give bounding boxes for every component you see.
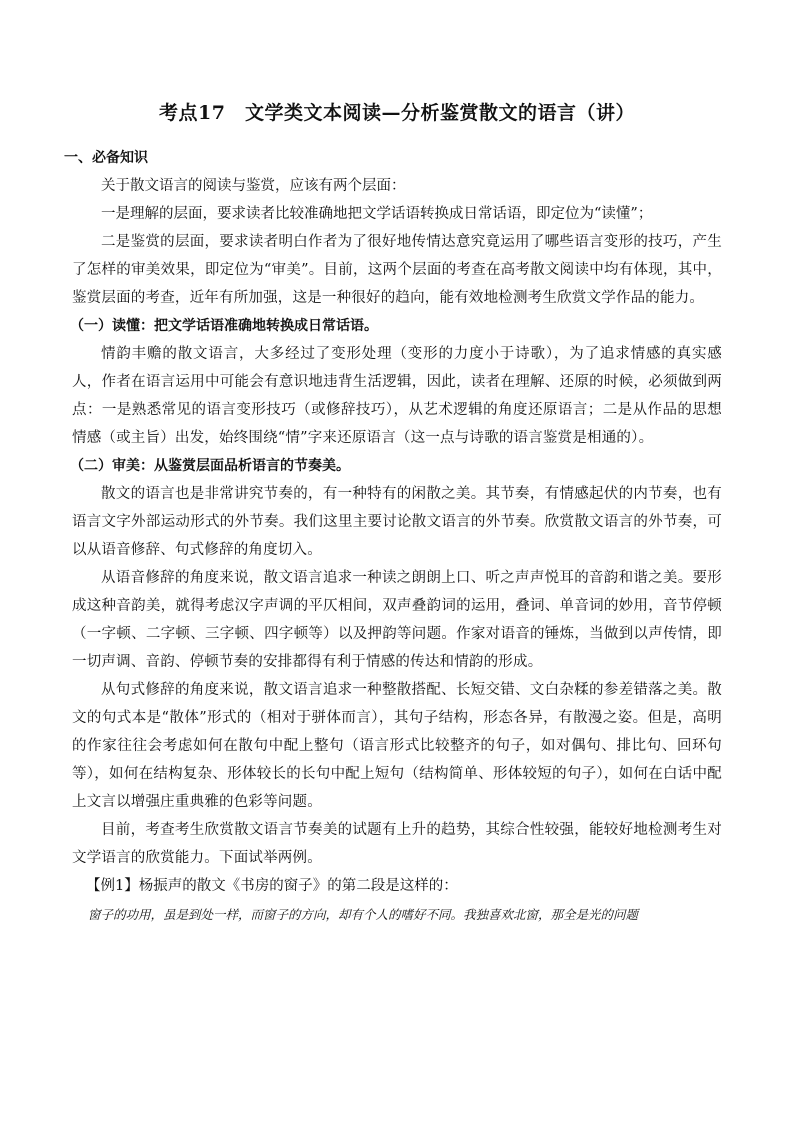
example-intro: 【例1】杨振声的散文《书房的窗子》的第二段是这样的：: [86, 878, 458, 894]
example-quote: 窗子的功用，虽是到处一样，而窗子的方向，却有个人的嗜好不同。我独喜欢北窗，那全是光的问题: [88, 907, 639, 922]
paragraph-sentence-rhetoric: 从句式修辞的角度来说，散文语言追求一种整散搭配、长短交错、文白杂糅的参差错落之美。散文的句式本是“散体”形式的（相对于骈体而言），其句子结构，形态各异，有散漫之姿。但是，高明的作家往往会考虑如何在散句中配上整句（语言形式比较整齐的句子，如对偶句、排比句、回环句等），如何在结构复杂、形体较长的长句中配上短句（结构简单、形体较短的句子），如何在白话中配上文言以增强庄重典雅的色彩等问题。: [72, 682, 722, 810]
paragraph-understanding-level: 一是理解的层面，要求读者比较准确地把文学话语转换成日常话语，即定位为“读懂”；: [101, 206, 653, 222]
paragraph-current-trend: 目前，考查考生欣赏散文语言节奏美的试题有上升的趋势，其综合性较强，能较好地检测考生对文学语言的欣赏能力。下面试举两例。: [72, 822, 722, 866]
section-heading-essential-knowledge: 一、必备知识: [64, 150, 148, 166]
paragraph-phonetic-rhetoric: 从语音修辞的角度来说，散文语言追求一种读之朗朗上口、听之声声悦耳的音韵和谐之美。要形成这种音韵美，就得考虑汉字声调的平仄相间，双声叠韵词的运用，叠词、单音词的妙用，音节停顿（一字顿、二字顿、三字顿、四字顿等）以及押韵等问题。作家对语音的锤炼，当做到以声传情，即一切声调、音韵、停顿节奏的安排都得有利于情感的传达和情韵的形成。: [72, 570, 722, 670]
subsection-heading-understand: （一）读懂：把文学话语准确地转换成日常话语。: [70, 318, 378, 334]
paragraph-rhythm: 散文的语言也是非常讲究节奏的，有一种特有的闲散之美。其节奏，有情感起伏的内节奏，也有语言文字外部运动形式的外节奏。我们这里主要讨论散文语言的外节奏。欣赏散文语言的外节奏，可以从语音修辞、句式修辞的角度切入。: [72, 486, 722, 558]
subsection-heading-aesthetic: （二）审美：从鉴赏层面品析语言的节奏美。: [70, 458, 350, 474]
paragraph-intro: 关于散文语言的阅读与鉴赏，应该有两个层面：: [101, 178, 406, 194]
page-title: 考点17 文学类文本阅读—分析鉴赏散文的语言（讲）: [159, 102, 635, 124]
document-page: [64, 100, 722, 928]
paragraph-appreciation-level: 二是鉴赏的层面，要求读者明白作者为了很好地传情达意究竟运用了哪些语言变形的技巧，产生了怎样的审美效果，即定位为“审美”。目前，这两个层面的考查在高考散文阅读中均有体现，其中，鉴赏层面的考查，近年有所加强，这是一种很好的趋向，能有效地检测考生欣赏文学作品的能力。: [72, 234, 722, 306]
paragraph-language-transformation: 情韵丰赡的散文语言，大多经过了变形处理（变形的力度小于诗歌），为了追求情感的真实感人，作者在语言运用中可能会有意识地违背生活逻辑，因此，读者在理解、还原的时候，必须做到两点：一是熟悉常见的语言变形技巧（或修辞技巧），从艺术逻辑的角度还原语言；二是从作品的思想情感（或主旨）出发，始终围绕“情”字来还原语言（这一点与诗歌的语言鉴赏是相通的）。: [72, 346, 722, 446]
